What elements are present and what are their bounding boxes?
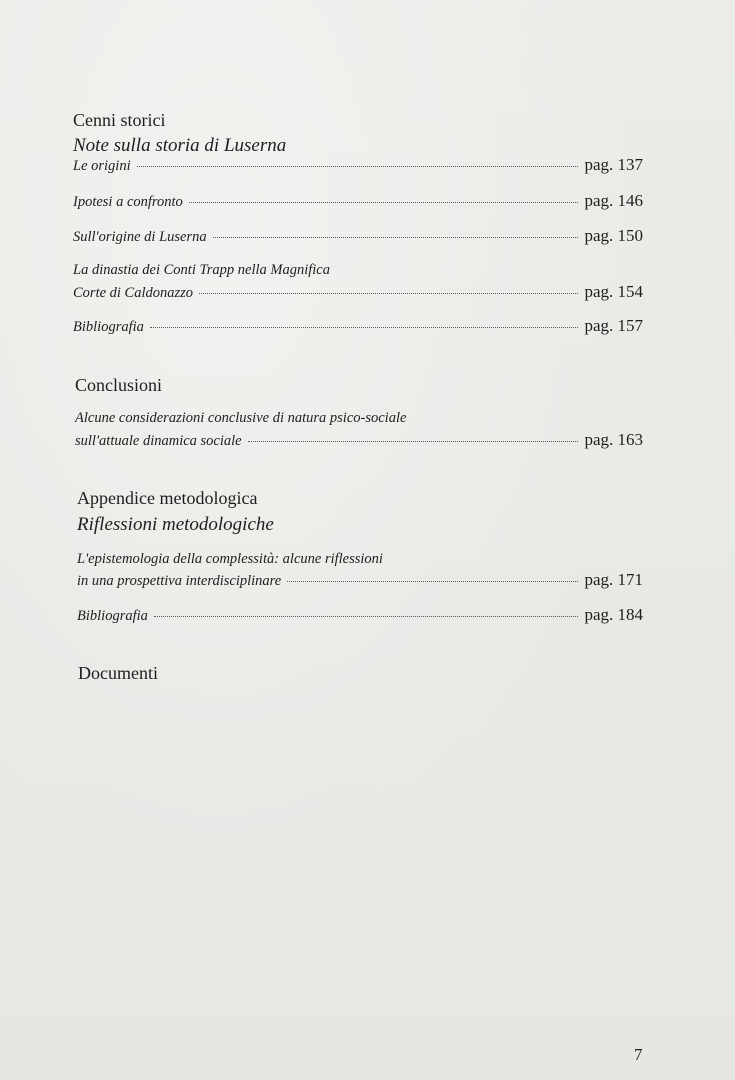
- toc-entry-considerazioni-conclusive[interactable]: [75, 430, 643, 450]
- toc-entry-bibliografia-2[interactable]: [77, 605, 643, 625]
- toc-entry-bibliografia-1[interactable]: [73, 316, 643, 336]
- leader-dots: [199, 293, 578, 294]
- toc-entry-title: sull'attuale dinamica sociale: [75, 433, 242, 449]
- toc-entry-page: pag. 171: [584, 570, 643, 589]
- toc-entry-page: pag. 137: [584, 155, 643, 174]
- toc-entry-title: Bibliografia: [77, 608, 148, 624]
- leader-dots: [213, 237, 579, 238]
- toc-entry-title: Ipotesi a confronto: [73, 194, 183, 210]
- toc-entry-origine-luserna[interactable]: [73, 226, 643, 246]
- toc-entry-considerazioni-line1: Alcune considerazioni conclusive di natura psico-sociale: [75, 410, 407, 426]
- section-title-conclusioni: Conclusioni: [75, 375, 163, 395]
- toc-entry-dinastia-line1: La dinastia dei Conti Trapp nella Magnifica: [73, 262, 330, 278]
- toc-entry-page: pag. 184: [584, 605, 643, 624]
- section-title-cenni-storici: Cenni storici: [73, 110, 166, 130]
- toc-entry-title: Corte di Caldonazzo: [73, 285, 194, 301]
- leader-dots: [189, 202, 579, 203]
- toc-entry-dinastia-conti-trapp[interactable]: [73, 282, 643, 302]
- toc-entry-title: Bibliografia: [73, 319, 144, 335]
- subtitle-note-storia-luserna: Note sulla storia di Luserna: [73, 135, 287, 156]
- subtitle-riflessioni-metodologiche: Riflessioni metodologiche: [77, 514, 274, 535]
- toc-entry-ipotesi-a-confronto[interactable]: [73, 191, 643, 211]
- leader-dots: [248, 441, 579, 442]
- toc-entry-epistemologia-complessita[interactable]: [77, 570, 643, 590]
- leader-dots: [150, 327, 579, 328]
- toc-entry-title: Sull'origine di Luserna: [73, 229, 207, 245]
- section-title-appendice-metodologica: Appendice metodologica: [77, 488, 258, 508]
- toc-entry-page: pag. 146: [584, 191, 643, 210]
- toc-entry-le-origini[interactable]: [73, 155, 643, 175]
- toc-entry-page: pag. 154: [584, 282, 643, 301]
- section-title-documenti: Documenti: [78, 663, 158, 683]
- leader-dots: [137, 166, 579, 167]
- toc-entry-title: in una prospettiva interdisciplinare: [77, 573, 282, 589]
- leader-dots: [154, 616, 579, 617]
- toc-entry-page: pag. 150: [584, 226, 643, 245]
- leader-dots: [287, 581, 578, 582]
- page-number: 7: [634, 1045, 643, 1064]
- toc-entry-title: Le origini: [73, 158, 131, 174]
- toc-entry-page: pag. 163: [584, 430, 643, 449]
- toc-entry-epistemologia-line1: L'epistemologia della complessità: alcune riflessioni: [77, 551, 383, 567]
- toc-entry-page: pag. 157: [584, 316, 643, 335]
